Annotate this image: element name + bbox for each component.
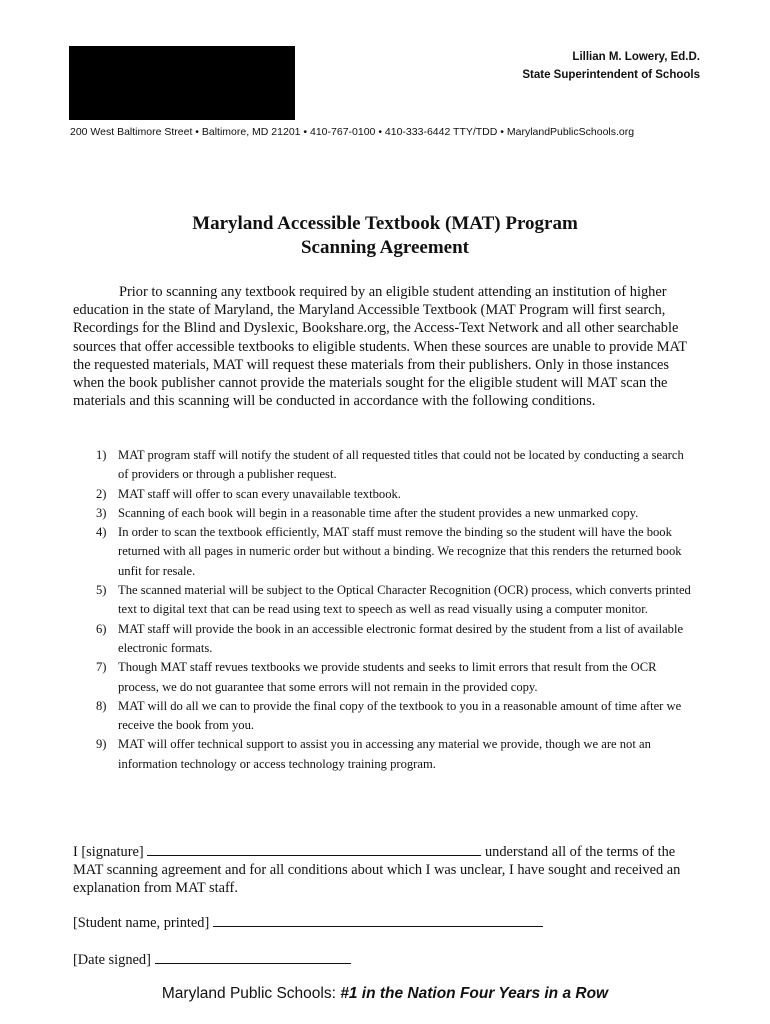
condition-number: 9): [96, 737, 107, 752]
footer-prefix: Maryland Public Schools:: [161, 985, 341, 1002]
condition-text: Scanning of each book will begin in a reasonable time after the student provides a new unmarked copy.: [118, 505, 639, 520]
footer-tagline: [0, 985, 770, 1003]
condition-item: [96, 658, 696, 697]
officer-title: State Superintendent of Schools: [522, 69, 700, 81]
condition-item: [96, 620, 696, 659]
condition-number: 4): [96, 525, 107, 540]
logo-redacted-block: [69, 46, 295, 120]
condition-item: [96, 504, 696, 523]
condition-item: [96, 735, 696, 774]
condition-number: 8): [96, 698, 107, 713]
intro-paragraph: Prior to scanning any textbook required by an eligible student attending an institution of higher education in the state of Maryland, the Maryland Accessible Textbook (MAT Program will first search, Recordings for the Blind and Dyslexic, Bookshare.org, the Access-Text Network and all other searchable sources that offer accessible textbooks to eligible students. When these sources are unable to provide MAT the requested materials, MAT will request these materials from their publishers. Only in those instances when the book publisher cannot provide the materials sought for the eligible student will MAT scan the materials and this scanning will be conducted in accordance with the following conditions.: [73, 284, 687, 410]
officer-name: Lillian M. Lowery, Ed.D.: [572, 51, 700, 63]
date-signed-label: [Date signed]: [73, 952, 151, 968]
condition-item: [96, 581, 696, 620]
condition-text: The scanned material will be subject to the Optical Character Recognition (OCR) process, which converts printed text to digital text that can be read using text to speech as well as read visually using a computer monitor.: [118, 583, 691, 617]
condition-item: [96, 485, 696, 504]
officer-block: [522, 48, 700, 84]
condition-text: MAT will offer technical support to assist you in accessing any material we provide, though we are not an information technology or access technology training program.: [118, 737, 651, 771]
condition-number: 3): [96, 505, 107, 520]
title-line-1: Maryland Accessible Textbook (MAT) Program: [192, 213, 578, 234]
condition-number: 2): [96, 486, 107, 501]
condition-text: MAT staff will provide the book in an accessible electronic format desired by the student from a list of available electronic formats.: [118, 621, 684, 655]
condition-text: MAT staff will offer to scan every unavailable textbook.: [118, 486, 401, 501]
condition-text: In order to scan the textbook efficiently, MAT staff must remove the binding so the student will have the book returned with all pages in numeric order but without a binding. We recognize that this renders the returned book unfit for resale.: [118, 525, 682, 578]
condition-text: Though MAT staff revues textbooks we provide students and seeks to limit errors that result from the OCR process, we do not guarantee that some errors will not remain in the provided copy.: [118, 660, 657, 694]
date-signed-line[interactable]: [155, 950, 351, 964]
condition-number: 7): [96, 660, 107, 675]
condition-number: 5): [96, 583, 107, 598]
condition-number: 6): [96, 621, 107, 636]
date-signed-row: [73, 950, 351, 969]
signature-label: I [signature]: [73, 844, 144, 860]
condition-item: [96, 697, 696, 736]
student-name-row: [73, 913, 543, 932]
signature-statement-text: understand all of the terms of the MAT scanning agreement and for all conditions about which I was unclear, I have sought and received an explanation from MAT staff.: [73, 844, 681, 897]
document-title: [0, 212, 770, 260]
signature-line[interactable]: [147, 842, 481, 856]
signature-statement: [73, 842, 698, 898]
student-name-label: [Student name, printed]: [73, 915, 210, 931]
footer-emphasis: #1 in the Nation Four Years in a Row: [340, 985, 609, 1002]
condition-text: MAT will do all we can to provide the final copy of the textbook to you in a reasonable amount of time after we receive the book from you.: [118, 698, 682, 733]
condition-item: [96, 523, 696, 581]
student-name-line[interactable]: [213, 913, 543, 927]
condition-item: [96, 446, 696, 485]
title-line-2: Scanning Agreement: [300, 237, 469, 258]
address-line: 200 West Baltimore Street • Baltimore, MD 21201 • 410-767-0100 • 410-333-6442 TTY/TDD • MarylandPublicSchools.org: [70, 126, 635, 138]
condition-text: MAT program staff will notify the student of all requested titles that could not be located by conducting a search of providers or through a publisher request.: [118, 448, 684, 482]
condition-number: 1): [96, 448, 107, 462]
conditions-list: [96, 446, 696, 774]
